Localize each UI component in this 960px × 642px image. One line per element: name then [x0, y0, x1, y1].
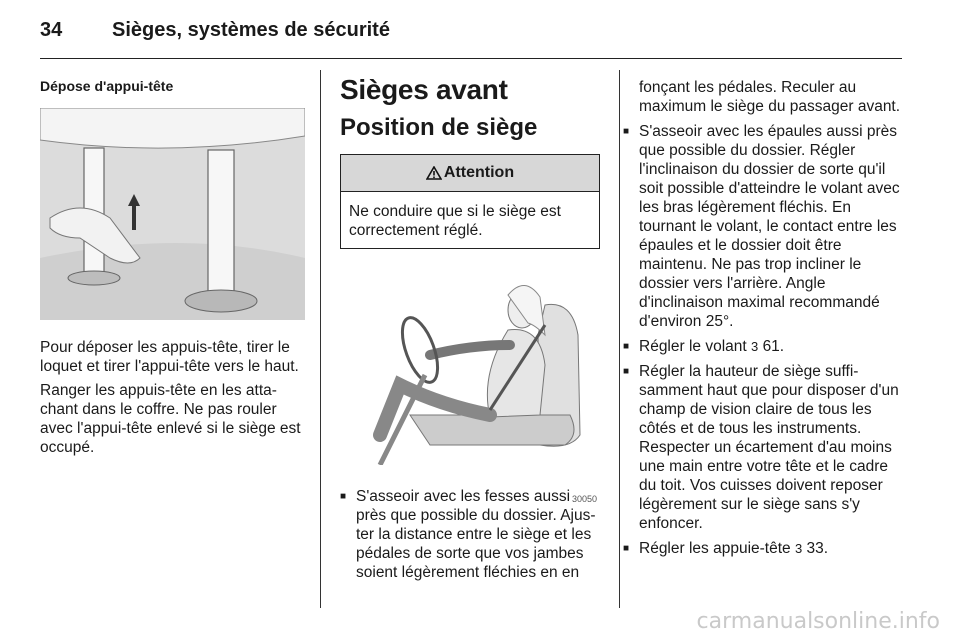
list-item — [623, 539, 903, 558]
page-number: 34 — [40, 19, 63, 41]
paragraph: Pour déposer les appuis-tête, tirer le loquet et tirer l'appui-tête vers le haut. — [40, 339, 299, 375]
list-item-text: Régler le volant — [639, 338, 747, 355]
section-subtitle: Position de siège — [340, 114, 538, 141]
warning-label: Attention — [443, 164, 515, 181]
page-reference[interactable]: 61. — [762, 338, 785, 355]
figure-number: 30050 — [572, 494, 598, 504]
paragraph: Ranger les appuis-tête en les attachant dans le coffre. Ne pas rouler avec l'appui-tête enlevé si le siège est occupé. — [40, 382, 301, 456]
page-header — [40, 18, 902, 59]
warning-header — [341, 155, 599, 192]
headrest-removal-illustration — [40, 108, 305, 320]
page-reference-icon: 3 — [751, 339, 759, 354]
column-divider — [320, 70, 321, 608]
list-item: ■ S'asseoir avec les épaules aussi près que possible du dossier. Régler l'inclinaison du dossier de sorte qu'il soit possible d'atteindre le volant avec les bras légèrement fléchis. En tournant le volant, le contact entre les épaules et le dossier doit être maintenu. Ne pas trop incliner le dossier vers l'arrière. Angle d'inclinaison maximal recommandé d'environ 25°. — [623, 122, 903, 331]
page-reference-icon: 3 — [794, 541, 803, 556]
list-item-text: Régler les appuie-tête — [639, 540, 791, 557]
column-middle — [340, 62, 602, 588]
list-item: ■ Régler la hauteur de siège suffisamment haut que pour disposer d'un champ de vision claire de tous les côtés et de tous les instruments. Respecter un écartement d'au moins une main entre votre tête et le cadre du toit. Vos cuisses doivent reposer légèrement sur le siège sans s'y enfoncer. — [623, 362, 903, 533]
column-divider — [619, 70, 620, 608]
warning-box — [340, 154, 600, 249]
page-reference[interactable]: 33. — [806, 540, 829, 557]
column-right — [623, 62, 903, 564]
headrest-removal-heading: Dépose d'appui-tête — [40, 78, 174, 94]
instruction-list — [623, 122, 903, 558]
watermark: carmanualsonline.info — [696, 609, 940, 634]
section-title: Sièges, systèmes de sécurité — [112, 19, 390, 41]
warning-triangle-icon — [426, 166, 442, 180]
warning-text: Ne conduire que si le siège est correctement réglé. — [349, 203, 561, 239]
seat-position-illustration — [340, 265, 602, 465]
instruction-list — [340, 487, 602, 582]
column-left — [40, 62, 305, 462]
list-item — [623, 337, 903, 356]
chapter-title: Sièges avant — [340, 74, 508, 105]
list-item-continuation: fonçant les pédales. Reculer au maximum le siège du passager avant. — [639, 79, 901, 115]
list-item: ■ S'asseoir avec les fesses aussi près que possible du dossier. Ajuster la distance entre le siège et les pédales de sorte que vos jambes soient légèrement fléchies en en — [340, 487, 602, 582]
